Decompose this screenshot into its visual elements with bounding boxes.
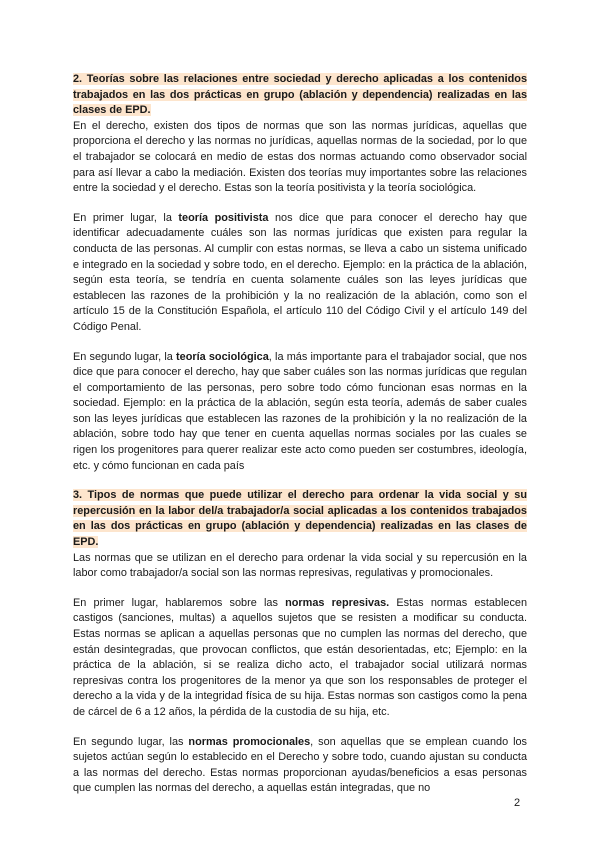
section-3-heading-text: 3. Tipos de normas que puede utilizar el derecho para ordenar la vida social y su repercusión en la labor del/a trabajador/a social aplicadas a los contenidos trabajados en las dos prácticas en grupo (ablación y dependencia) realizadas en las clases de EPD.	[73, 489, 527, 549]
section-2-intro: En el derecho, existen dos tipos de normas que son las normas jurídicas, aquellas que proporciona el derecho y las normas no jurídicas, aquellas normas de la sociedad, por lo que el trabajador se colocará en medio de estas dos normas actuando como observador social para así llevar a cabo la mediación. Existen dos teorías muy importantes sobre las relaciones entre la sociedad y el derecho. Estas son la teoría positivista y la teoría sociológica.	[73, 119, 527, 195]
section-2-paragraph-sociologica	[73, 350, 527, 475]
term-teoria-positivista: teoría positivista	[178, 211, 269, 224]
text-run: En primer lugar, hablaremos sobre las	[73, 596, 286, 609]
text-run: En segundo lugar, las	[73, 735, 189, 748]
term-teoria-sociologica: teoría sociológica	[176, 350, 269, 363]
page-number: 2	[514, 797, 521, 809]
section-2-heading	[73, 72, 527, 119]
section-3-intro: Las normas que se utilizan en el derecho para ordenar la vida social y su repercusión en la labor como trabajador/a social son las normas represivas, regulativas y promocionales.	[73, 551, 527, 580]
text-run: nos dice que para conocer el derecho hay que identificar adecuadamente cuáles son las normas jurídicas que existen para regular la conducta de las personas. Al cumplir con estas normas, se lleva a cabo un sistema unificado e integrado en la sociedad y sobre todo, en el derecho. Ejemplo: en la práctica de la ablación, según esta teoría, se tendría en cuenta solamente cuáles son las leyes jurídicas que establecen las razones de la prohibición y la no realización de la ablación, como son el artículo 15 de la Constitución Española, el artículo 110 del Código Civil y el artículo 149 del Código Penal.	[73, 211, 527, 333]
page-content	[73, 72, 527, 797]
section-3-paragraph-represivas	[73, 596, 527, 721]
text-run: , la más importante para el trabajador social, que nos dice que para conocer el derecho, hay que saber cuáles son las normas jurídicas que regulan el comportamiento de las personas, pero sobre todo cómo funcionan esas normas en la sociedad. Ejemplo: en la práctica de la ablación, según esta teoría, además de saber cuales son las leyes jurídicas que establecen las razones de la prohibición y la no realización de la ablación, sobre todo hay que tener en cuenta aquellas normas sociales por las cuales se rigen los progenitores para querer realizar este acto como pueden ser costumbres, ideología, etc. y cómo funcionan en cada país	[73, 350, 527, 472]
term-normas-represivas: normas represivas.	[285, 596, 390, 609]
section-2-heading-text: 2. Teorías sobre las relaciones entre sociedad y derecho aplicadas a los contenidos trabajados en las dos prácticas en grupo (ablación y dependencia) realizadas en las clases de EPD.	[73, 73, 527, 117]
section-3-paragraph-promocionales	[73, 735, 527, 797]
text-run: En primer lugar, la	[73, 211, 179, 224]
text-run: En segundo lugar, la	[73, 350, 177, 363]
text-run: , son aquellas que se emplean cuando los sujetos actúan según lo establecido en el Derecho y sobre todo, cuando ajustan su conducta a las normas del derecho. Estas normas proporcionan ayudas/beneficios a esas personas que cumplen las normas del derecho, a aquellas están integradas, que no	[73, 735, 527, 795]
text-run: Estas normas establecen castigos (sanciones, multas) a aquellos sujetos que se resisten a modificar su conducta. Estas normas se aplican a aquellas personas que no cumplen las normas del derecho, que están desintegradas, que provocan conflictos, que están desorientadas, etc; Ejemplo: en la práctica de la ablación, si se realiza dicho acto, el trabajador social utilizará normas represivas contra los progenitores de la menor ya que son los responsables de proteger el derecho a la vida y de la integridad física de su hija. Estas normas son castigos como la pena de cárcel de 6 a 12 años, la pérdida de la custodia de su hija, etc.	[73, 596, 528, 718]
section-2-paragraph-positivista	[73, 211, 527, 336]
term-normas-promocionales: normas promocionales	[188, 735, 311, 748]
section-3-heading	[73, 488, 527, 550]
